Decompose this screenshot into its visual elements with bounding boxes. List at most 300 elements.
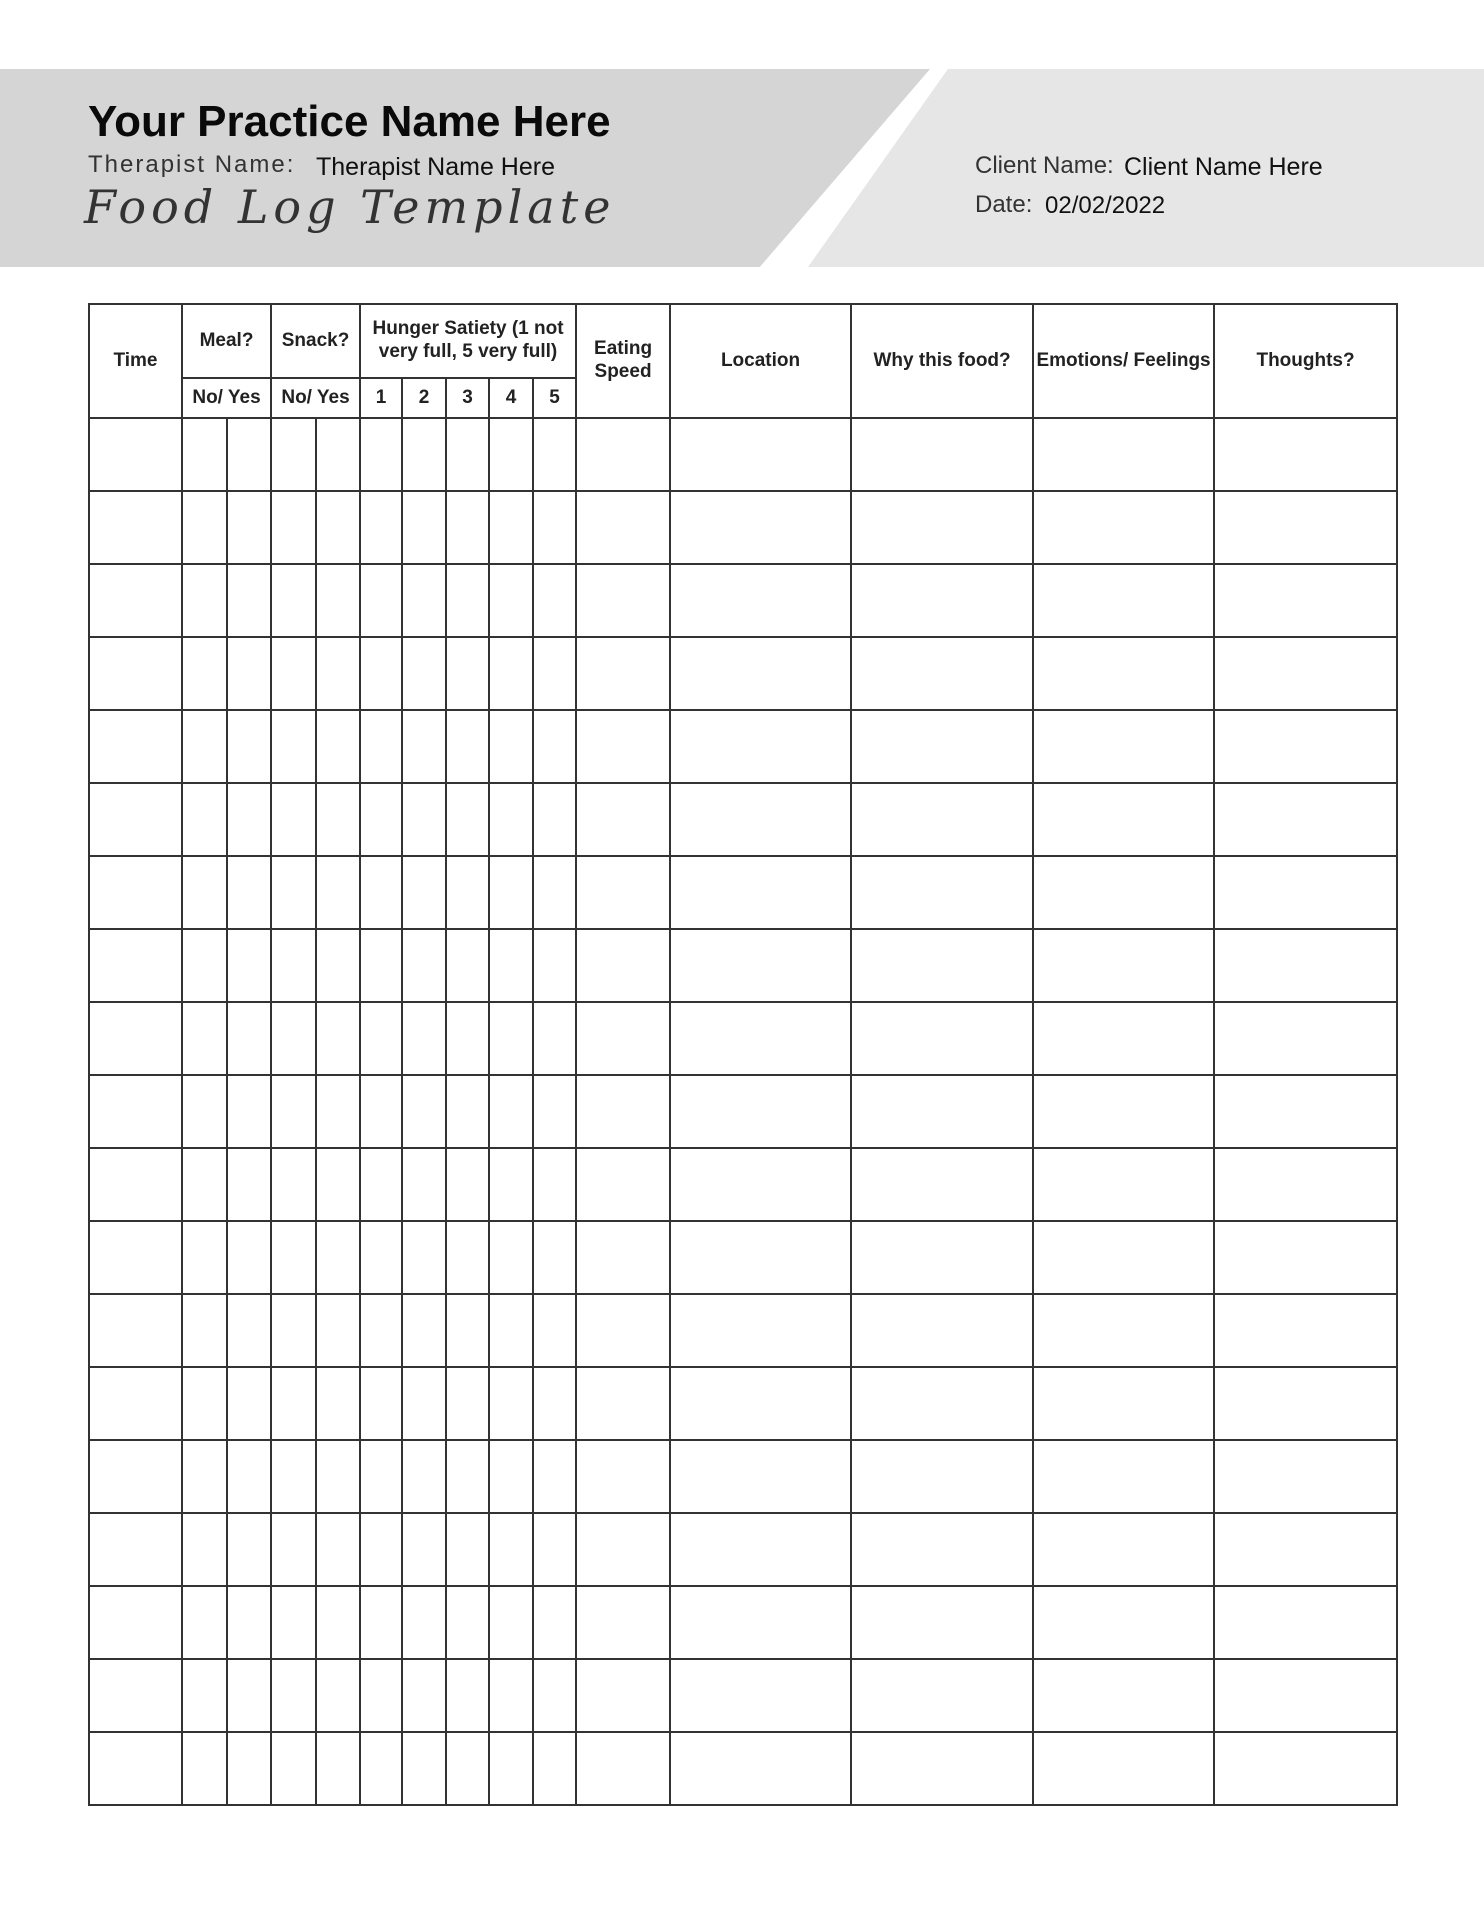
hunger-3-cell[interactable] bbox=[446, 1148, 489, 1221]
location-cell[interactable] bbox=[670, 783, 851, 856]
location-cell[interactable] bbox=[670, 564, 851, 637]
location-cell[interactable] bbox=[670, 1586, 851, 1659]
snack-no-cell[interactable] bbox=[271, 1732, 316, 1805]
meal-no-cell[interactable] bbox=[182, 1294, 227, 1367]
hunger-5-cell[interactable] bbox=[533, 637, 576, 710]
snack-yes-cell[interactable] bbox=[316, 491, 360, 564]
hunger-4-cell[interactable] bbox=[489, 1075, 533, 1148]
hunger-3-cell[interactable] bbox=[446, 1367, 489, 1440]
hunger-4-cell[interactable] bbox=[489, 564, 533, 637]
hunger-1-cell[interactable] bbox=[360, 1221, 402, 1294]
meal-yes-cell[interactable] bbox=[227, 637, 271, 710]
therapist-name-field[interactable]: Therapist Name Here bbox=[316, 153, 555, 181]
why-this-food-cell[interactable] bbox=[851, 1221, 1033, 1294]
time-cell[interactable] bbox=[89, 783, 182, 856]
snack-no-cell[interactable] bbox=[271, 710, 316, 783]
why-this-food-cell[interactable] bbox=[851, 710, 1033, 783]
hunger-4-cell[interactable] bbox=[489, 1513, 533, 1586]
hunger-5-cell[interactable] bbox=[533, 1294, 576, 1367]
hunger-1-cell[interactable] bbox=[360, 1659, 402, 1732]
snack-no-cell[interactable] bbox=[271, 929, 316, 1002]
hunger-3-cell[interactable] bbox=[446, 637, 489, 710]
emotions-cell[interactable] bbox=[1033, 1732, 1214, 1805]
emotions-cell[interactable] bbox=[1033, 856, 1214, 929]
meal-no-cell[interactable] bbox=[182, 1148, 227, 1221]
meal-yes-cell[interactable] bbox=[227, 418, 271, 491]
why-this-food-cell[interactable] bbox=[851, 1367, 1033, 1440]
hunger-5-cell[interactable] bbox=[533, 1148, 576, 1221]
location-cell[interactable] bbox=[670, 710, 851, 783]
hunger-5-cell[interactable] bbox=[533, 564, 576, 637]
thoughts-cell[interactable] bbox=[1214, 856, 1397, 929]
hunger-1-cell[interactable] bbox=[360, 710, 402, 783]
emotions-cell[interactable] bbox=[1033, 783, 1214, 856]
hunger-4-cell[interactable] bbox=[489, 856, 533, 929]
snack-no-cell[interactable] bbox=[271, 1513, 316, 1586]
snack-yes-cell[interactable] bbox=[316, 637, 360, 710]
thoughts-cell[interactable] bbox=[1214, 491, 1397, 564]
location-cell[interactable] bbox=[670, 1075, 851, 1148]
meal-yes-cell[interactable] bbox=[227, 1513, 271, 1586]
time-cell[interactable] bbox=[89, 491, 182, 564]
hunger-1-cell[interactable] bbox=[360, 564, 402, 637]
thoughts-cell[interactable] bbox=[1214, 564, 1397, 637]
hunger-1-cell[interactable] bbox=[360, 1367, 402, 1440]
time-cell[interactable] bbox=[89, 1586, 182, 1659]
eating-speed-cell[interactable] bbox=[576, 783, 670, 856]
hunger-3-cell[interactable] bbox=[446, 1732, 489, 1805]
location-cell[interactable] bbox=[670, 1148, 851, 1221]
snack-no-cell[interactable] bbox=[271, 1440, 316, 1513]
why-this-food-cell[interactable] bbox=[851, 1659, 1033, 1732]
hunger-2-cell[interactable] bbox=[402, 564, 446, 637]
thoughts-cell[interactable] bbox=[1214, 1075, 1397, 1148]
emotions-cell[interactable] bbox=[1033, 1659, 1214, 1732]
location-cell[interactable] bbox=[670, 1513, 851, 1586]
table-row bbox=[89, 1732, 1397, 1805]
snack-yes-cell[interactable] bbox=[316, 1075, 360, 1148]
hunger-1-cell[interactable] bbox=[360, 1002, 402, 1075]
snack-yes-cell[interactable] bbox=[316, 1002, 360, 1075]
practice-name: Your Practice Name Here bbox=[88, 97, 611, 146]
thoughts-cell[interactable] bbox=[1214, 710, 1397, 783]
snack-yes-cell[interactable] bbox=[316, 1732, 360, 1805]
hunger-4-cell[interactable] bbox=[489, 1002, 533, 1075]
meal-yes-cell[interactable] bbox=[227, 1075, 271, 1148]
hunger-2-cell[interactable] bbox=[402, 1294, 446, 1367]
location-cell[interactable] bbox=[670, 491, 851, 564]
eating-speed-cell[interactable] bbox=[576, 1586, 670, 1659]
table-row bbox=[89, 1513, 1397, 1586]
thoughts-cell[interactable] bbox=[1214, 1221, 1397, 1294]
hunger-5-cell[interactable] bbox=[533, 783, 576, 856]
hunger-1-cell[interactable] bbox=[360, 1440, 402, 1513]
hunger-4-cell[interactable] bbox=[489, 783, 533, 856]
thoughts-cell[interactable] bbox=[1214, 929, 1397, 1002]
meal-yes-cell[interactable] bbox=[227, 929, 271, 1002]
snack-no-cell[interactable] bbox=[271, 1367, 316, 1440]
hunger-4-cell[interactable] bbox=[489, 637, 533, 710]
meal-no-cell[interactable] bbox=[182, 1586, 227, 1659]
eating-speed-cell[interactable] bbox=[576, 1732, 670, 1805]
why-this-food-cell[interactable] bbox=[851, 1440, 1033, 1513]
hunger-4-cell[interactable] bbox=[489, 929, 533, 1002]
snack-yes-cell[interactable] bbox=[316, 1221, 360, 1294]
table-row bbox=[89, 564, 1397, 637]
meal-yes-cell[interactable] bbox=[227, 1294, 271, 1367]
location-cell[interactable] bbox=[670, 1732, 851, 1805]
meal-no-cell[interactable] bbox=[182, 418, 227, 491]
header-why-this-food: Why this food? bbox=[851, 304, 1033, 418]
hunger-2-cell[interactable] bbox=[402, 637, 446, 710]
meal-no-cell[interactable] bbox=[182, 1075, 227, 1148]
hunger-1-cell[interactable] bbox=[360, 1148, 402, 1221]
hunger-5-cell[interactable] bbox=[533, 1513, 576, 1586]
snack-no-cell[interactable] bbox=[271, 1586, 316, 1659]
meal-yes-cell[interactable] bbox=[227, 1367, 271, 1440]
hunger-1-cell[interactable] bbox=[360, 1075, 402, 1148]
emotions-cell[interactable] bbox=[1033, 1148, 1214, 1221]
hunger-5-cell[interactable] bbox=[533, 1221, 576, 1294]
snack-yes-cell[interactable] bbox=[316, 1148, 360, 1221]
hunger-5-cell[interactable] bbox=[533, 710, 576, 783]
hunger-1-cell[interactable] bbox=[360, 1586, 402, 1659]
hunger-3-cell[interactable] bbox=[446, 1586, 489, 1659]
hunger-2-cell[interactable] bbox=[402, 1586, 446, 1659]
meal-no-cell[interactable] bbox=[182, 1659, 227, 1732]
eating-speed-cell[interactable] bbox=[576, 637, 670, 710]
snack-yes-cell[interactable] bbox=[316, 418, 360, 491]
hunger-3-cell[interactable] bbox=[446, 1659, 489, 1732]
snack-no-cell[interactable] bbox=[271, 637, 316, 710]
location-cell[interactable] bbox=[670, 856, 851, 929]
hunger-2-cell[interactable] bbox=[402, 710, 446, 783]
hunger-3-cell[interactable] bbox=[446, 856, 489, 929]
snack-yes-cell[interactable] bbox=[316, 856, 360, 929]
eating-speed-cell[interactable] bbox=[576, 1294, 670, 1367]
table-row bbox=[89, 929, 1397, 1002]
time-cell[interactable] bbox=[89, 418, 182, 491]
hunger-2-cell[interactable] bbox=[402, 1440, 446, 1513]
why-this-food-cell[interactable] bbox=[851, 418, 1033, 491]
emotions-cell[interactable] bbox=[1033, 1221, 1214, 1294]
hunger-3-cell[interactable] bbox=[446, 929, 489, 1002]
meal-no-cell[interactable] bbox=[182, 1002, 227, 1075]
hunger-3-cell[interactable] bbox=[446, 783, 489, 856]
hunger-4-cell[interactable] bbox=[489, 1221, 533, 1294]
time-cell[interactable] bbox=[89, 1513, 182, 1586]
why-this-food-cell[interactable] bbox=[851, 1586, 1033, 1659]
thoughts-cell[interactable] bbox=[1214, 1148, 1397, 1221]
time-cell[interactable] bbox=[89, 1659, 182, 1732]
client-name-field[interactable]: Client Name Here bbox=[1124, 153, 1323, 181]
meal-no-cell[interactable] bbox=[182, 637, 227, 710]
hunger-5-cell[interactable] bbox=[533, 1002, 576, 1075]
eating-speed-cell[interactable] bbox=[576, 491, 670, 564]
hunger-2-cell[interactable] bbox=[402, 783, 446, 856]
eating-speed-cell[interactable] bbox=[576, 564, 670, 637]
emotions-cell[interactable] bbox=[1033, 1440, 1214, 1513]
hunger-1-cell[interactable] bbox=[360, 1513, 402, 1586]
time-cell[interactable] bbox=[89, 710, 182, 783]
why-this-food-cell[interactable] bbox=[851, 1075, 1033, 1148]
eating-speed-cell[interactable] bbox=[576, 710, 670, 783]
emotions-cell[interactable] bbox=[1033, 637, 1214, 710]
meal-yes-cell[interactable] bbox=[227, 783, 271, 856]
thoughts-cell[interactable] bbox=[1214, 1732, 1397, 1805]
meal-no-cell[interactable] bbox=[182, 856, 227, 929]
eating-speed-cell[interactable] bbox=[576, 1002, 670, 1075]
hunger-4-cell[interactable] bbox=[489, 1148, 533, 1221]
hunger-4-cell[interactable] bbox=[489, 1294, 533, 1367]
hunger-4-cell[interactable] bbox=[489, 418, 533, 491]
meal-no-cell[interactable] bbox=[182, 1440, 227, 1513]
location-cell[interactable] bbox=[670, 1002, 851, 1075]
thoughts-cell[interactable] bbox=[1214, 418, 1397, 491]
snack-no-cell[interactable] bbox=[271, 1148, 316, 1221]
scale-4: 4 bbox=[489, 378, 533, 418]
location-cell[interactable] bbox=[670, 1367, 851, 1440]
table-row bbox=[89, 783, 1397, 856]
why-this-food-cell[interactable] bbox=[851, 491, 1033, 564]
time-cell[interactable] bbox=[89, 1002, 182, 1075]
eating-speed-cell[interactable] bbox=[576, 1221, 670, 1294]
why-this-food-cell[interactable] bbox=[851, 1002, 1033, 1075]
hunger-2-cell[interactable] bbox=[402, 418, 446, 491]
hunger-2-cell[interactable] bbox=[402, 929, 446, 1002]
snack-no-cell[interactable] bbox=[271, 418, 316, 491]
time-cell[interactable] bbox=[89, 1148, 182, 1221]
hunger-5-cell[interactable] bbox=[533, 1367, 576, 1440]
snack-yes-cell[interactable] bbox=[316, 783, 360, 856]
eating-speed-cell[interactable] bbox=[576, 1440, 670, 1513]
hunger-1-cell[interactable] bbox=[360, 418, 402, 491]
meal-no-cell[interactable] bbox=[182, 1513, 227, 1586]
hunger-4-cell[interactable] bbox=[489, 1659, 533, 1732]
hunger-2-cell[interactable] bbox=[402, 1075, 446, 1148]
hunger-3-cell[interactable] bbox=[446, 1221, 489, 1294]
snack-yes-cell[interactable] bbox=[316, 710, 360, 783]
hunger-5-cell[interactable] bbox=[533, 418, 576, 491]
emotions-cell[interactable] bbox=[1033, 491, 1214, 564]
thoughts-cell[interactable] bbox=[1214, 1513, 1397, 1586]
time-cell[interactable] bbox=[89, 856, 182, 929]
snack-yes-cell[interactable] bbox=[316, 1440, 360, 1513]
hunger-5-cell[interactable] bbox=[533, 491, 576, 564]
meal-no-cell[interactable] bbox=[182, 1367, 227, 1440]
hunger-5-cell[interactable] bbox=[533, 929, 576, 1002]
snack-no-cell[interactable] bbox=[271, 783, 316, 856]
hunger-1-cell[interactable] bbox=[360, 1732, 402, 1805]
meal-yes-cell[interactable] bbox=[227, 1221, 271, 1294]
why-this-food-cell[interactable] bbox=[851, 1294, 1033, 1367]
hunger-2-cell[interactable] bbox=[402, 856, 446, 929]
location-cell[interactable] bbox=[670, 929, 851, 1002]
snack-yes-cell[interactable] bbox=[316, 1513, 360, 1586]
hunger-1-cell[interactable] bbox=[360, 856, 402, 929]
hunger-3-cell[interactable] bbox=[446, 564, 489, 637]
hunger-5-cell[interactable] bbox=[533, 1732, 576, 1805]
meal-no-cell[interactable] bbox=[182, 710, 227, 783]
location-cell[interactable] bbox=[670, 1294, 851, 1367]
time-cell[interactable] bbox=[89, 1075, 182, 1148]
thoughts-cell[interactable] bbox=[1214, 1586, 1397, 1659]
emotions-cell[interactable] bbox=[1033, 1075, 1214, 1148]
eating-speed-cell[interactable] bbox=[576, 1148, 670, 1221]
hunger-3-cell[interactable] bbox=[446, 1440, 489, 1513]
time-cell[interactable] bbox=[89, 1294, 182, 1367]
thoughts-cell[interactable] bbox=[1214, 1440, 1397, 1513]
emotions-cell[interactable] bbox=[1033, 564, 1214, 637]
location-cell[interactable] bbox=[670, 1659, 851, 1732]
hunger-4-cell[interactable] bbox=[489, 491, 533, 564]
hunger-2-cell[interactable] bbox=[402, 1659, 446, 1732]
snack-yes-cell[interactable] bbox=[316, 1294, 360, 1367]
snack-no-cell[interactable] bbox=[271, 1075, 316, 1148]
why-this-food-cell[interactable] bbox=[851, 1732, 1033, 1805]
hunger-2-cell[interactable] bbox=[402, 1148, 446, 1221]
hunger-2-cell[interactable] bbox=[402, 1513, 446, 1586]
thoughts-cell[interactable] bbox=[1214, 1659, 1397, 1732]
thoughts-cell[interactable] bbox=[1214, 783, 1397, 856]
snack-no-cell[interactable] bbox=[271, 1659, 316, 1732]
snack-yes-cell[interactable] bbox=[316, 1659, 360, 1732]
meal-yes-cell[interactable] bbox=[227, 491, 271, 564]
why-this-food-cell[interactable] bbox=[851, 564, 1033, 637]
emotions-cell[interactable] bbox=[1033, 418, 1214, 491]
meal-yes-cell[interactable] bbox=[227, 1732, 271, 1805]
emotions-cell[interactable] bbox=[1033, 1294, 1214, 1367]
why-this-food-cell[interactable] bbox=[851, 856, 1033, 929]
meal-yes-cell[interactable] bbox=[227, 1659, 271, 1732]
why-this-food-cell[interactable] bbox=[851, 1513, 1033, 1586]
meal-yes-cell[interactable] bbox=[227, 1148, 271, 1221]
meal-no-cell[interactable] bbox=[182, 564, 227, 637]
eating-speed-cell[interactable] bbox=[576, 1367, 670, 1440]
hunger-3-cell[interactable] bbox=[446, 491, 489, 564]
meal-yes-cell[interactable] bbox=[227, 710, 271, 783]
hunger-2-cell[interactable] bbox=[402, 1221, 446, 1294]
meal-yes-cell[interactable] bbox=[227, 1440, 271, 1513]
meal-yes-cell[interactable] bbox=[227, 856, 271, 929]
eating-speed-cell[interactable] bbox=[576, 1513, 670, 1586]
thoughts-cell[interactable] bbox=[1214, 1367, 1397, 1440]
meal-no-cell[interactable] bbox=[182, 929, 227, 1002]
snack-no-cell[interactable] bbox=[271, 564, 316, 637]
time-cell[interactable] bbox=[89, 1221, 182, 1294]
meal-yes-cell[interactable] bbox=[227, 1002, 271, 1075]
snack-yes-cell[interactable] bbox=[316, 929, 360, 1002]
hunger-2-cell[interactable] bbox=[402, 491, 446, 564]
thoughts-cell[interactable] bbox=[1214, 637, 1397, 710]
hunger-5-cell[interactable] bbox=[533, 1586, 576, 1659]
location-cell[interactable] bbox=[670, 418, 851, 491]
hunger-1-cell[interactable] bbox=[360, 783, 402, 856]
hunger-4-cell[interactable] bbox=[489, 1440, 533, 1513]
emotions-cell[interactable] bbox=[1033, 929, 1214, 1002]
snack-yes-cell[interactable] bbox=[316, 1586, 360, 1659]
emotions-cell[interactable] bbox=[1033, 1586, 1214, 1659]
hunger-5-cell[interactable] bbox=[533, 1075, 576, 1148]
hunger-1-cell[interactable] bbox=[360, 929, 402, 1002]
eating-speed-cell[interactable] bbox=[576, 856, 670, 929]
time-cell[interactable] bbox=[89, 929, 182, 1002]
hunger-5-cell[interactable] bbox=[533, 1440, 576, 1513]
snack-no-cell[interactable] bbox=[271, 1002, 316, 1075]
table-row bbox=[89, 1367, 1397, 1440]
hunger-4-cell[interactable] bbox=[489, 1367, 533, 1440]
hunger-2-cell[interactable] bbox=[402, 1732, 446, 1805]
eating-speed-cell[interactable] bbox=[576, 929, 670, 1002]
hunger-4-cell[interactable] bbox=[489, 710, 533, 783]
location-cell[interactable] bbox=[670, 1440, 851, 1513]
meal-no-cell[interactable] bbox=[182, 1732, 227, 1805]
meal-yes-cell[interactable] bbox=[227, 564, 271, 637]
thoughts-cell[interactable] bbox=[1214, 1294, 1397, 1367]
hunger-3-cell[interactable] bbox=[446, 1075, 489, 1148]
eating-speed-cell[interactable] bbox=[576, 418, 670, 491]
time-cell[interactable] bbox=[89, 1732, 182, 1805]
hunger-2-cell[interactable] bbox=[402, 1002, 446, 1075]
snack-no-cell[interactable] bbox=[271, 856, 316, 929]
thoughts-cell[interactable] bbox=[1214, 1002, 1397, 1075]
hunger-3-cell[interactable] bbox=[446, 710, 489, 783]
meal-yes-cell[interactable] bbox=[227, 1586, 271, 1659]
snack-no-cell[interactable] bbox=[271, 1294, 316, 1367]
snack-no-cell[interactable] bbox=[271, 1221, 316, 1294]
why-this-food-cell[interactable] bbox=[851, 1148, 1033, 1221]
hunger-1-cell[interactable] bbox=[360, 491, 402, 564]
emotions-cell[interactable] bbox=[1033, 1367, 1214, 1440]
snack-yes-cell[interactable] bbox=[316, 1367, 360, 1440]
hunger-4-cell[interactable] bbox=[489, 1732, 533, 1805]
location-cell[interactable] bbox=[670, 637, 851, 710]
eating-speed-cell[interactable] bbox=[576, 1659, 670, 1732]
header-emotions-feelings: Emotions/ Feelings bbox=[1033, 304, 1214, 418]
why-this-food-cell[interactable] bbox=[851, 783, 1033, 856]
location-cell[interactable] bbox=[670, 1221, 851, 1294]
why-this-food-cell[interactable] bbox=[851, 637, 1033, 710]
hunger-3-cell[interactable] bbox=[446, 1513, 489, 1586]
emotions-cell[interactable] bbox=[1033, 1002, 1214, 1075]
eating-speed-cell[interactable] bbox=[576, 1075, 670, 1148]
time-cell[interactable] bbox=[89, 1440, 182, 1513]
emotions-cell[interactable] bbox=[1033, 710, 1214, 783]
hunger-5-cell[interactable] bbox=[533, 856, 576, 929]
emotions-cell[interactable] bbox=[1033, 1513, 1214, 1586]
time-cell[interactable] bbox=[89, 637, 182, 710]
time-cell[interactable] bbox=[89, 1367, 182, 1440]
time-cell[interactable] bbox=[89, 564, 182, 637]
snack-yes-cell[interactable] bbox=[316, 564, 360, 637]
date-field[interactable]: 02/02/2022 bbox=[1045, 192, 1166, 219]
hunger-4-cell[interactable] bbox=[489, 1586, 533, 1659]
document-title: Food Log Template bbox=[84, 180, 616, 234]
hunger-3-cell[interactable] bbox=[446, 1002, 489, 1075]
meal-no-cell[interactable] bbox=[182, 783, 227, 856]
meal-no-cell[interactable] bbox=[182, 491, 227, 564]
hunger-3-cell[interactable] bbox=[446, 1294, 489, 1367]
hunger-1-cell[interactable] bbox=[360, 1294, 402, 1367]
hunger-2-cell[interactable] bbox=[402, 1367, 446, 1440]
snack-no-cell[interactable] bbox=[271, 491, 316, 564]
why-this-food-cell[interactable] bbox=[851, 929, 1033, 1002]
meal-no-cell[interactable] bbox=[182, 1221, 227, 1294]
hunger-3-cell[interactable] bbox=[446, 418, 489, 491]
hunger-5-cell[interactable] bbox=[533, 1659, 576, 1732]
food-log-table bbox=[88, 303, 1398, 1806]
hunger-1-cell[interactable] bbox=[360, 637, 402, 710]
